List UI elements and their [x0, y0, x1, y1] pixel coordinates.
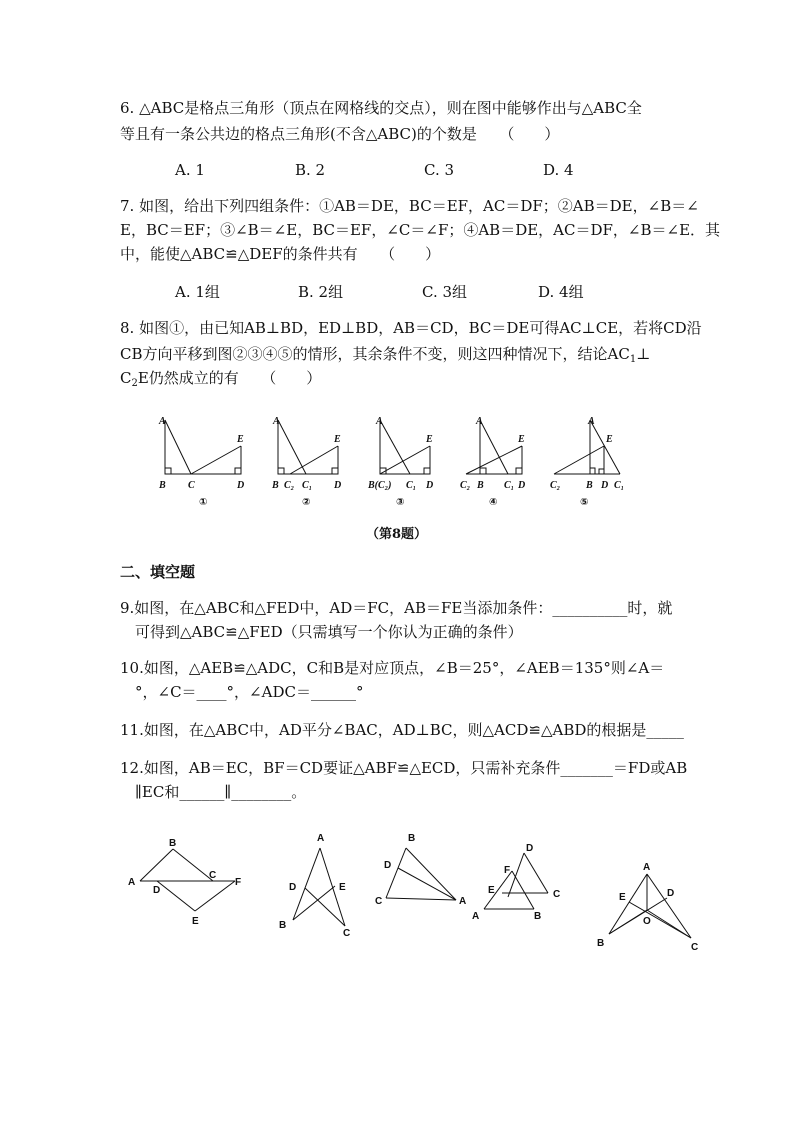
fig-extra-ce — [629, 902, 691, 938]
q7-line2: E，BC＝EF；③∠B＝∠E，BC＝EF，∠C＝∠F；④AB＝DE，AC＝DF，∠B＝∠E．其 — [120, 221, 721, 239]
fig-q12-label-d: D — [526, 843, 534, 854]
q8-line3-text: E仍然成立的有 （ ） — [137, 369, 322, 387]
fig5-label-e: E — [606, 434, 613, 445]
fig3-right-angle-d — [424, 468, 430, 474]
fig-extra-label-b: B — [597, 938, 605, 949]
figure-q10 — [275, 828, 365, 943]
fig5-label-d: D — [601, 480, 609, 491]
q7-line3: 中，能使△ABC≌△DEF的条件共有 （ ） — [120, 245, 441, 263]
fig2-ac1 — [278, 420, 306, 474]
fig5-label-c1: C₁ — [614, 480, 625, 491]
fig-q9-fe — [195, 881, 235, 911]
fig4-c2e — [466, 446, 522, 474]
q8-figure-2 — [268, 412, 358, 508]
fig3-label-e: E — [426, 434, 433, 445]
fig3-label-d: D — [426, 480, 434, 491]
q8-line3 — [120, 368, 321, 394]
q6-option-b: B. 2 — [295, 161, 326, 179]
fig2-label-a: A — [273, 416, 280, 427]
fig5-c2e — [554, 446, 604, 474]
figure-extra — [595, 858, 705, 953]
q7-line1: 7. 如图，给出下列四组条件：①AB＝DE，BC＝EF，AC＝DF；②AB＝DE，∠B＝∠ — [120, 197, 699, 215]
q8-figure-3 — [368, 412, 460, 508]
q9-line2: 可得到△ABC≌△FED（只需填写一个你认为正确的条件） — [135, 623, 523, 641]
fig4-label-c1: C₁ — [504, 480, 515, 491]
fig-q9-ed — [157, 881, 195, 911]
section-title: 二、填空题 — [120, 563, 196, 581]
q6-line2: 等且有一条公共边的格点三角形(不含△ABC)的个数是 （ ） — [120, 125, 560, 143]
fig-q9-label-c: C — [209, 870, 217, 881]
fig2-label-e: E — [334, 434, 341, 445]
q7-option-c: C. 3组 — [422, 283, 468, 301]
q7-option-b: B. 2组 — [298, 283, 344, 301]
fig-q12-fb — [512, 871, 534, 909]
q8-figure-4 — [460, 412, 550, 508]
fig-q11-bc — [386, 848, 406, 898]
fig4-frame — [480, 420, 522, 474]
fig1-label-d: D — [237, 480, 245, 491]
fig2-right-angle-d — [332, 468, 338, 474]
fig1-number: ① — [199, 497, 208, 508]
q6-option-c: C. 3 — [424, 161, 455, 179]
fig2-label-c2: C₂ — [284, 480, 295, 491]
fig2-label-b: B — [272, 480, 279, 491]
fig-q12-dc — [524, 853, 548, 893]
q8-line3-pre: C — [120, 369, 132, 387]
q12-line2: ∥EC和______∥________。 — [135, 783, 307, 801]
fig2-frame — [278, 420, 338, 474]
fig3-label-bc2: B(C₂) — [368, 480, 392, 491]
fig5-label-b: B — [586, 480, 593, 491]
fig-extra-label-a: A — [643, 862, 651, 873]
fig-extra-label-c: C — [691, 942, 699, 953]
fig1-label-c: C — [188, 480, 195, 491]
fig-extra-label-o: O — [643, 916, 651, 927]
figure-q9 — [125, 835, 250, 930]
q6-option-d: D. 4 — [543, 161, 574, 179]
fig-q9-label-b: B — [169, 838, 177, 849]
fig-extra-bd — [609, 898, 667, 934]
fig4-label-a: A — [476, 416, 483, 427]
fig1-ce — [191, 446, 241, 474]
fig4-label-c2: C₂ — [460, 480, 471, 491]
fig2-label-d: D — [334, 480, 342, 491]
fig-q10-label-d: D — [289, 882, 297, 893]
fig4-right-angle-b — [480, 468, 486, 474]
fig4-ac1 — [480, 420, 508, 474]
fig-q10-label-b: B — [279, 920, 287, 931]
fig-q9-label-f: F — [235, 877, 242, 888]
fig1-right-angle-d — [235, 468, 241, 474]
fig1-label-b: B — [159, 480, 166, 491]
fig-q10-label-a: A — [317, 833, 325, 844]
q11-line1: 11.如图，在△ABC中，AD平分∠BAC，AD⊥BC，则△ACD≌△ABD的根据是_____ — [120, 721, 684, 739]
fig-q11-label-c: C — [375, 896, 383, 907]
q6-line1: 6. △ABC是格点三角形（顶点在网格线的交点），则在图中能够作出与△ABC全 — [120, 99, 642, 117]
fig-q9-label-d: D — [153, 885, 161, 896]
q10-line2: °，∠C＝____°，∠ADC＝______° — [135, 683, 364, 701]
fig2-label-c1: C₁ — [302, 480, 313, 491]
fig-extra-label-d: D — [667, 888, 675, 899]
fig4-right-angle-d — [516, 468, 522, 474]
fig-q12-label-e: E — [488, 885, 495, 896]
fig-q9-bc — [173, 849, 213, 881]
fig-q11-ba — [406, 848, 456, 900]
fig-q12-label-a: A — [472, 911, 480, 922]
q7-option-a: A. 1组 — [175, 283, 220, 301]
q8-line1: 8. 如图①，由已知AB⊥BD，ED⊥BD，AB＝CD，BC＝DE可得AC⊥CE，若将CD沿 — [120, 319, 702, 337]
fig-q9-ab — [140, 849, 173, 881]
fig5-label-c2: C₂ — [550, 480, 561, 491]
fig-q11-ad — [398, 868, 456, 900]
figure-q12 — [462, 835, 577, 930]
fig-q11-label-b: B — [408, 833, 416, 844]
q8-line2-sub: 1 — [629, 354, 637, 365]
fig4-label-d: D — [518, 480, 526, 491]
fig1-label-e: E — [237, 434, 244, 445]
fig1-frame — [165, 420, 241, 474]
fig1-ac — [165, 420, 191, 474]
q8-line2-end: ⊥ — [636, 345, 651, 363]
fig2-c2e — [290, 446, 338, 474]
fig-extra-label-e: E — [619, 892, 626, 903]
fig-q12-label-f: F — [504, 865, 511, 876]
fig-q10-label-e: E — [339, 882, 346, 893]
fig5-right-angle-d — [599, 469, 604, 474]
fig-q12-label-b: B — [534, 911, 542, 922]
q9-line1: 9.如图，在△ABC和△FED中，AD＝FC，AB＝FE当添加条件：__________时，就 — [120, 599, 673, 617]
fig-q10-label-c: C — [343, 928, 351, 939]
fig5-ac1 — [590, 420, 620, 474]
fig2-right-angle-b — [278, 468, 284, 474]
q12-line1: 12.如图，AB＝EC，BF＝CD要证△ABF≌△ECD，只需补充条件_______＝FD或AB — [120, 759, 688, 777]
fig-q12-df — [508, 853, 524, 897]
fig2-number: ② — [302, 497, 311, 508]
q7-option-d: D. 4组 — [538, 283, 584, 301]
q8-line2 — [120, 344, 650, 370]
fig4-number: ④ — [489, 497, 498, 508]
fig-q11-ca — [386, 898, 456, 900]
q10-line1: 10.如图，△AEB≌△ADC，C和B是对应顶点，∠B＝25°，∠AEB＝135°则∠A＝ — [120, 659, 665, 677]
q8-caption: （第8题） — [366, 527, 428, 542]
fig3-c2e — [380, 446, 430, 474]
fig-q9-label-e: E — [192, 916, 199, 927]
q8-line2-text: CB方向平移到图②③④⑤的情形，其余条件不变，则这四种情况下，结论AC — [120, 345, 630, 363]
q8-figure-1 — [155, 412, 255, 508]
q6-option-a: A. 1 — [175, 161, 205, 179]
figure-q11 — [372, 828, 472, 913]
fig5-right-angle-b — [590, 468, 595, 474]
fig1-label-a: A — [159, 416, 166, 427]
fig1-right-angle-b — [165, 468, 171, 474]
fig-q12-label-c: C — [553, 889, 561, 900]
fig5-number: ⑤ — [580, 497, 589, 508]
q8-line3-sub: 2 — [131, 378, 138, 389]
fig5-label-a: A — [588, 416, 595, 427]
fig4-label-e: E — [518, 434, 525, 445]
fig3-number: ③ — [396, 497, 405, 508]
fig4-label-b: B — [477, 480, 484, 491]
fig3-label-a: A — [376, 416, 383, 427]
fig-q11-label-a: A — [459, 896, 467, 907]
fig-q11-label-d: D — [384, 860, 392, 871]
fig-q9-label-a: A — [128, 877, 136, 888]
fig-extra-ab — [609, 874, 647, 934]
q8-figure-5 — [548, 412, 638, 508]
fig3-label-c1: C₁ — [406, 480, 417, 491]
